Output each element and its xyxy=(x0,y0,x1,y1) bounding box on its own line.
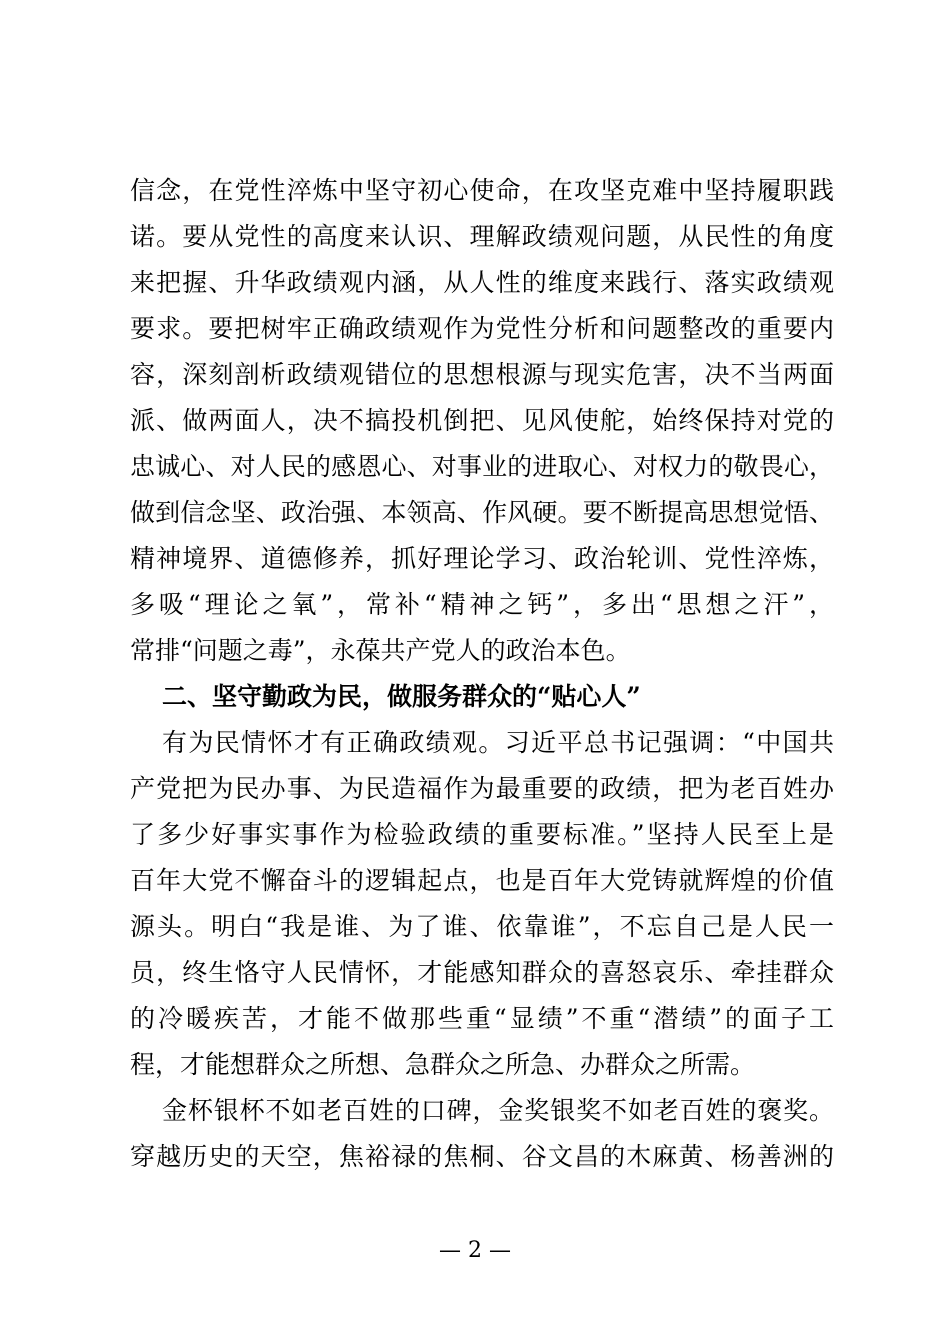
text-line: 来把握、升华政绩观内涵，从人性的维度来践行、落实政绩观 xyxy=(130,268,834,297)
text-line: 产党把为民办事、为民造福作为最重要的政绩，把为老百姓办 xyxy=(130,774,834,803)
body-text xyxy=(130,168,834,1180)
text-line: 精神境界、道德修养，抓好理论学习、政治轮训、党性淬炼， xyxy=(130,544,834,573)
text-line: 金杯银杯不如老百姓的口碑，金奖银奖不如老百姓的褒奖。 xyxy=(162,1096,834,1125)
page-number: — 2 — xyxy=(439,1238,511,1263)
text-line: 穿越历史的天空，焦裕禄的焦桐、谷文昌的木麻黄、杨善洲的 xyxy=(130,1142,834,1171)
text-line: 有为民情怀才有正确政绩观。习近平总书记强调：“中国共 xyxy=(162,728,834,757)
text-line: 诺。要从党性的高度来认识、理解政绩观问题，从民性的角度 xyxy=(130,222,834,251)
text-line: 忠诚心、对人民的感恩心、对事业的进取心、对权力的敬畏心， xyxy=(130,452,834,481)
text-line: 员，终生恪守人民情怀，才能感知群众的喜怒哀乐、牵挂群众 xyxy=(130,958,834,987)
text-line: 容，深刻剖析政绩观错位的思想根源与现实危害，决不当两面 xyxy=(130,360,834,389)
text-line: 做到信念坚、政治强、本领高、作风硬。要不断提高思想觉悟、 xyxy=(130,498,834,527)
text-line: 程，才能想群众之所想、急群众之所急、办群众之所需。 xyxy=(130,1050,756,1079)
text-line: 常排“问题之毒”，永葆共产党人的政治本色。 xyxy=(130,636,631,665)
text-line: 派、做两面人，决不搞投机倒把、见风使舵，始终保持对党的 xyxy=(130,406,834,435)
text-line: 信念，在党性淬炼中坚守初心使命，在攻坚克难中坚持履职践 xyxy=(130,176,834,205)
text-line: 要求。要把树牢正确政绩观作为党性分析和问题整改的重要内 xyxy=(130,314,834,343)
text-line: 多吸“理论之氧”，常补“精神之钙”，多出“思想之汗”， xyxy=(130,590,834,619)
text-line: 的冷暖疾苦，才能不做那些重“显绩”不重“潜绩”的面子工 xyxy=(130,1004,834,1033)
text-line: 源头。明白“我是谁、为了谁、依靠谁”，不忘自己是人民一 xyxy=(130,912,834,941)
section-heading: 二、坚守勤政为民，做服务群众的“贴心人” xyxy=(162,682,641,711)
text-line: 百年大党不懈奋斗的逻辑起点，也是百年大党铸就辉煌的价值 xyxy=(130,866,834,895)
text-line: 了多少好事实事作为检验政绩的重要标准。”坚持人民至上是 xyxy=(130,820,834,849)
